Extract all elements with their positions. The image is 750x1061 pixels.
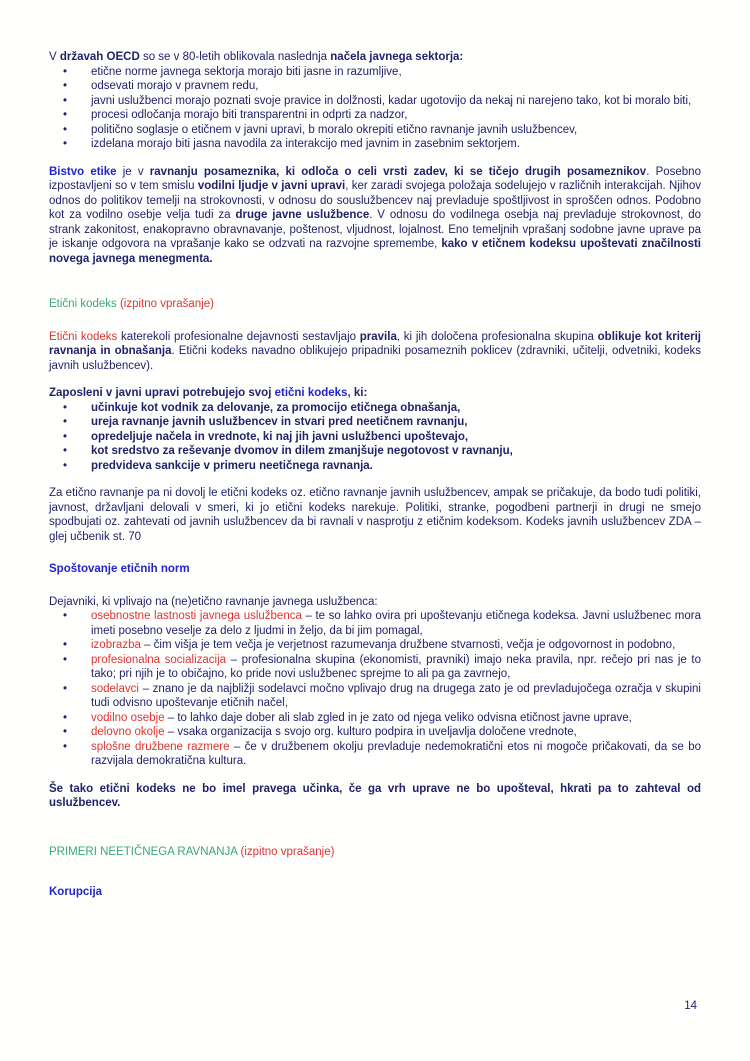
text-run: – to lahko daje dober ali slab zgled in je zato od njega veliko odvisna etičnost javne uprave, bbox=[164, 711, 632, 724]
list-item bbox=[91, 137, 701, 152]
text-run: vodilni ljudje v javni upravi bbox=[197, 180, 346, 192]
text-run: Korupcija bbox=[49, 886, 103, 898]
list-item bbox=[91, 725, 701, 740]
text-run: kako v etičnem kodeksu upoštevati značilnosti novega javnega menegmenta. bbox=[49, 238, 701, 265]
list-item bbox=[91, 65, 701, 80]
text-run: Zaposleni v javni upravi potrebujejo svoj bbox=[49, 387, 275, 399]
text-run: etični kodeks, bbox=[274, 387, 351, 399]
text-run: ki: bbox=[350, 387, 368, 399]
section-heading bbox=[49, 845, 701, 860]
text-run: Še tako etični kodeks ne bo imel pravega učinka, če ga vrh uprave ne bo upošteval, hkrati pa to zahteval od uslužbencev. bbox=[49, 782, 701, 809]
list-item bbox=[91, 682, 701, 711]
text-run: procesi odločanja morajo biti transparentni in odprti za nadzor, bbox=[91, 109, 408, 121]
text-run: , ki jih določena profesionalna skupina bbox=[396, 330, 598, 343]
list-item bbox=[91, 740, 701, 769]
text-run: Etični kodeks bbox=[49, 330, 118, 343]
text-run: kot sredstvo za reševanje dvomov in dilem zmanjšuje negotovost v ravnanju, bbox=[91, 445, 513, 457]
section-heading bbox=[49, 885, 701, 900]
text-run: politično soglasje o etičnem v javni upravi, b moralo okrepiti etično ravnanje javnih uslužbencev, bbox=[91, 123, 578, 136]
text-run: pravila bbox=[359, 330, 397, 343]
text-run: – čim višja je tem večja je verjetnost razumevanja družbene stvarnosti, večja je odgovornost in podobno, bbox=[140, 639, 676, 651]
text-run: – profesionalna skupina (ekonomisti, pravniki) imajo neka pravila, npr. rečejo pri nas je to tako; pri njih je to običajno, ko pride novi uslužbenec sprejme to ali pa ga zavrnejo, bbox=[91, 653, 701, 680]
text-run: , ker zaradi svojega položaja sodelujejo v različnih interakcijah. Njihov odnos do politikov temelji na strokovnosti, v odnosu do souslužbencev naj prevladuje spoštljivost in sproščen odnos. Podobno kot za vodilno osebje velja tudi za bbox=[49, 180, 701, 221]
section-heading bbox=[49, 562, 701, 577]
list-item bbox=[91, 444, 701, 459]
text-run: delovno okolje bbox=[91, 726, 165, 738]
text-run: vodilno osebje bbox=[91, 711, 165, 724]
text-run: etične norme javnega sektorja morajo biti jasne in razumljive, bbox=[91, 65, 402, 78]
paragraph bbox=[49, 165, 701, 267]
text-run: (izpitno vprašanje) bbox=[119, 298, 214, 310]
bullet-list bbox=[49, 401, 701, 474]
text-run: . Posebno izpostavljeni so v tem smislu bbox=[49, 165, 701, 192]
paragraph bbox=[49, 782, 701, 811]
text-run: državah OECD bbox=[59, 51, 140, 63]
list-item bbox=[91, 79, 701, 94]
text-run: – vsaka organizacija s svojo org. kulturo podpira in uveljavlja določene vrednote, bbox=[164, 726, 577, 738]
text-run: V bbox=[49, 51, 60, 63]
text-run: – te so lahko ovira pri upoštevanju etičnega kodeksa. Javni uslužbenec mora imeti posebno veselje za delo z ljudmi in željo, da bi jim pomagal, bbox=[91, 610, 701, 637]
list-item bbox=[91, 638, 701, 653]
text-run: Spoštovanje etičnih norm bbox=[49, 563, 190, 575]
text-run: (izpitno vprašanje) bbox=[240, 845, 335, 858]
paragraph bbox=[49, 595, 701, 610]
text-run: opredeljuje načela in vrednote, ki naj jih javni uslužbenci upoštevajo, bbox=[91, 430, 469, 443]
text-run: profesionalna socializacija bbox=[91, 653, 227, 666]
text-run: osebnostne lastnosti javnega uslužbenca bbox=[91, 610, 302, 622]
text-run: . Etični kodeks navadno oblikujejo pripadniki posameznih poklicev (zdravniki, učitelji, odvetniki, kodeks javnih uslužbencev). bbox=[49, 345, 701, 372]
list-item bbox=[91, 94, 701, 109]
list-item bbox=[91, 108, 701, 123]
text-run: oblikuje kot kriterij ravnanja in obnašanja bbox=[49, 330, 701, 357]
list-item bbox=[91, 459, 701, 474]
text-run: je v bbox=[116, 165, 150, 178]
list-item bbox=[91, 123, 701, 138]
paragraph bbox=[49, 50, 701, 65]
text-run: odsevati morajo v pravnem redu, bbox=[91, 80, 259, 92]
text-run: Za etično ravnanje pa ni dovolj le etični kodeks oz. etično ravnanje javnih uslužbencev, ampak se pričakuje, da bodo tudi politiki, javnost, državljani delovali v smeri, ki jo etični kodeks narekuje. Politiki, stranke, pogodbeni partnerji in drugi ne smejo spodbujati oz. zahtevati od javnih uslužbencev da bi ravnali v nasprotju z etičnim kodeksom. Kodeks javnih uslužbencev ZDA – glej učbenik st. 70 bbox=[49, 487, 701, 543]
text-run: izobrazba bbox=[91, 639, 141, 651]
text-run: ravnanju posameznika, ki odloča o celi vrsti zadev, ki se tičejo drugih posameznikov bbox=[149, 165, 647, 178]
text-run: učinkuje kot vodnik za delovanje, za promocijo etičnega obnašanja, bbox=[91, 401, 461, 414]
text-run: javni uslužbenci morajo poznati svoje pravice in dolžnosti, kadar ugotovijo da nekaj ni narejeno tako, kot bi moralo biti, bbox=[91, 94, 692, 107]
paragraph bbox=[49, 486, 701, 544]
document-content bbox=[49, 50, 701, 900]
text-run: . V odnosu do vodilnega osebja naj prevladuje strokovnost, do strank zakonitost, enakopravno obravnavanje, poštenost, vljudnost, lojalnost. Eno temeljnih vprašanj sodobne javne uprave pa je iskanje odgovora na vprašanje kako se odzvati na razvojne spremembe, bbox=[49, 209, 701, 250]
list-item bbox=[91, 430, 701, 445]
text-run: PRIMERI NEETIČNEGA RAVNANJA bbox=[49, 845, 241, 858]
list-item bbox=[91, 653, 701, 682]
text-run: splošne družbene razmere bbox=[91, 740, 230, 753]
text-run: katerekoli profesionalne dejavnosti sestavljajo bbox=[117, 330, 360, 343]
list-item bbox=[91, 609, 701, 638]
page-number: 14 bbox=[684, 1000, 697, 1012]
bullet-list bbox=[49, 609, 701, 769]
text-run: so se v 80-letih oblikovala naslednja bbox=[139, 51, 331, 63]
text-run: – znano je da najbližji sodelavci močno vplivajo drug na drugega zato je od prevladujočega ozračja v skupini tudi odvisno upoštevanje etičnih načel, bbox=[91, 682, 701, 709]
text-run: druge javne uslužbence bbox=[235, 209, 370, 221]
text-run: sodelavci bbox=[91, 682, 139, 695]
text-run: predvideva sankcije v primeru neetičnega ravnanja. bbox=[91, 459, 373, 472]
list-item bbox=[91, 415, 701, 430]
list-item bbox=[91, 711, 701, 726]
bullet-list bbox=[49, 65, 701, 152]
text-run: Bistvo etike bbox=[49, 165, 117, 178]
text-run: – če v družbenem okolju prevladuje nedemokratični etos ni mogoče pričakovati, da se bo razvijala demokratična kultura. bbox=[91, 740, 701, 767]
section-heading bbox=[49, 297, 701, 312]
text-run: izdelana morajo biti jasna navodila za interakcijo med javnim in zasebnim sektorjem. bbox=[91, 138, 520, 150]
paragraph bbox=[49, 386, 701, 401]
paragraph bbox=[49, 330, 701, 374]
text-run: načela javnega sektorja: bbox=[330, 51, 464, 63]
text-run: ureja ravnanje javnih uslužbencev in stvari pred neetičnem ravnanju, bbox=[91, 416, 468, 428]
text-run: Dejavniki, ki vplivajo na (ne)etično ravnanje javnega uslužbenca: bbox=[49, 595, 378, 608]
text-run: Etični kodeks bbox=[49, 298, 120, 310]
list-item bbox=[91, 401, 701, 416]
